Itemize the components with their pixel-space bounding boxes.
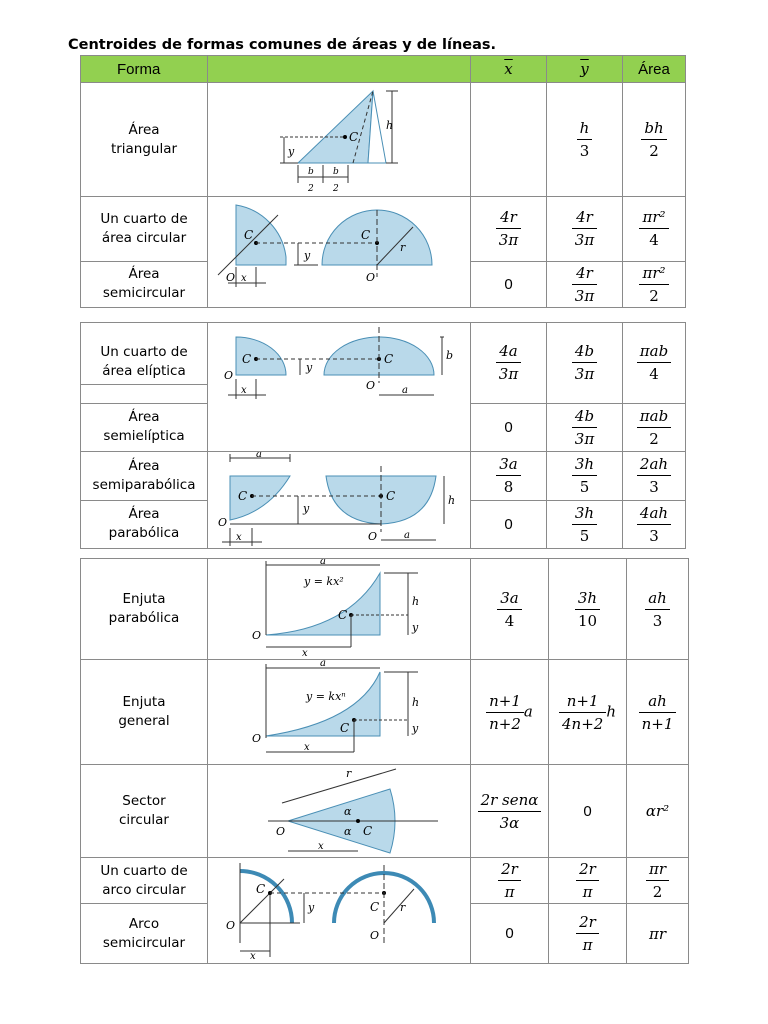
table-row — [81, 765, 689, 858]
svg-text:C: C — [238, 489, 248, 503]
cell-x-triangular — [471, 83, 547, 197]
row-name-triangular: Área triangular — [81, 83, 208, 197]
cell-y-parab: $\frac{3h}{5}$ — [547, 500, 623, 549]
svg-text:O: O — [252, 629, 262, 642]
svg-text:y: y — [308, 900, 315, 914]
svg-text:y: y — [412, 722, 419, 735]
cell-x-sector: $\frac{\text{2r senα}}{3\alpha}$ — [471, 765, 549, 858]
row-name-cuarto-circ: Un cuarto de área circular — [81, 197, 208, 262]
cell-y-triangular: $\frac{h}{3}$ — [547, 83, 623, 197]
cell-y-semipara: $\frac{3h}{5}$ — [547, 452, 623, 501]
cell-y-semicirc: $\frac{4r}{3\pi}$ — [547, 261, 623, 307]
table-row — [81, 660, 689, 765]
svg-text:O: O — [224, 369, 234, 382]
svg-text:y: y — [303, 502, 310, 515]
cell-x-enjuta-gen: $\frac{n+1}{n+2}$ a — [471, 660, 549, 765]
svg-text:a: a — [402, 385, 408, 396]
figure-parabola — [208, 452, 471, 549]
figure-spandrel-parabolic — [208, 559, 471, 660]
figure-triangle — [208, 83, 471, 197]
table-row — [81, 83, 686, 197]
row-name-parab: Área parabólica — [81, 500, 208, 549]
header-y: $\overline{y}$ — [547, 56, 623, 83]
svg-text:C: C — [384, 352, 394, 366]
cell-x-cuarto-circ: $\frac{4r}{3\pi}$ — [471, 197, 547, 262]
row-name-sector: Sector circular — [81, 765, 208, 858]
centroid-table-3 — [80, 558, 689, 964]
svg-text:C: C — [349, 130, 359, 144]
cell-area-semi-arco: πr — [627, 904, 689, 964]
svg-text:C: C — [386, 489, 396, 503]
svg-text:a: a — [404, 530, 410, 541]
row-name-elipticas: Un cuarto de área elíptica — [81, 323, 208, 404]
cell-y-semi-arco: $\frac{2r}{\pi}$ — [549, 904, 627, 964]
header-forma: Forma — [81, 56, 208, 83]
cell-y-sector: 0 — [549, 765, 627, 858]
svg-text:O: O — [368, 530, 378, 543]
cell-y-cuarto-elip: $\frac{4b}{3\pi}$ — [547, 323, 623, 404]
svg-text:x: x — [236, 532, 242, 543]
figure-circle — [208, 197, 471, 308]
svg-text:O: O — [226, 271, 236, 284]
cell-area-parab: $\frac{4ah}{3}$ — [623, 500, 686, 549]
cell-y-semielip: $\frac{4b}{3\pi}$ — [547, 403, 623, 451]
svg-text:x: x — [304, 742, 310, 753]
table-row — [81, 858, 689, 904]
svg-text:h: h — [448, 494, 456, 507]
svg-text:x: x — [241, 385, 247, 396]
row-name-semipara: Área semiparabólica — [81, 452, 208, 501]
svg-text:r: r — [400, 241, 406, 254]
svg-text:O: O — [366, 379, 376, 392]
cell-area-cuarto-arco: $\frac{\pi r}{2}$ — [627, 858, 689, 904]
header-x: $\overline{x}$ — [471, 56, 547, 83]
row-name-semi-arco: Arco semicircular — [81, 904, 208, 964]
svg-text:a: a — [320, 559, 326, 567]
svg-text:O: O — [276, 825, 286, 838]
svg-text:x: x — [318, 841, 324, 852]
cell-y-enjuta-par: $\frac{3h}{10}$ — [549, 559, 627, 660]
svg-text:O: O — [366, 271, 376, 284]
svg-text:O: O — [370, 928, 380, 942]
cell-area-triangular: $\frac{bh}{2}$ — [623, 83, 686, 197]
row-name-semicirc: Área semicircular — [81, 261, 208, 307]
cell-area-cuarto-circ: $\frac{\text{πr²}}{4}$ — [623, 197, 686, 262]
table-row — [81, 323, 686, 404]
svg-text:O: O — [218, 516, 228, 529]
svg-text:h: h — [412, 595, 420, 608]
table-row — [81, 452, 686, 501]
svg-text:y = kx²: y = kx² — [304, 575, 344, 588]
row-name-semielip: Área semielíptica — [81, 403, 208, 451]
cell-area-semipara: $\frac{2ah}{3}$ — [623, 452, 686, 501]
cell-area-semicirc: $\frac{\text{πr²}}{2}$ — [623, 261, 686, 307]
figure-ellipse — [208, 323, 471, 452]
header-figure — [208, 56, 471, 83]
svg-text:C: C — [242, 352, 252, 366]
svg-text:C: C — [244, 228, 254, 242]
svg-text:b: b — [308, 167, 314, 177]
svg-text:α: α — [344, 805, 352, 818]
svg-text:a: a — [256, 452, 262, 460]
cell-area-enjuta-gen: $\frac{ah}{n+1}$ — [627, 660, 689, 765]
svg-text:C: C — [370, 899, 380, 914]
svg-text:x: x — [302, 648, 308, 659]
cell-x-semicirc: 0 — [471, 261, 547, 307]
svg-text:C: C — [363, 824, 373, 838]
figure-spandrel-general — [208, 660, 471, 765]
cell-x-semipara: $\frac{3a}{8}$ — [471, 452, 547, 501]
cell-x-cuarto-arco: $\frac{2r}{\pi}$ — [471, 858, 549, 904]
svg-text:y: y — [288, 145, 295, 158]
svg-text:y: y — [412, 621, 419, 634]
cell-x-semielip: 0 — [471, 403, 547, 451]
centroid-table-1 — [80, 55, 686, 308]
cell-y-enjuta-gen: $\frac{n+1}{4n+2}$ h — [549, 660, 627, 765]
table-row — [81, 559, 689, 660]
cell-y-cuarto-circ: $\frac{4r}{3\pi}$ — [547, 197, 623, 262]
cell-x-semi-arco: 0 — [471, 904, 549, 964]
cell-y-cuarto-arco: $\frac{2r}{\pi}$ — [549, 858, 627, 904]
svg-text:C: C — [338, 608, 348, 622]
cell-area-semielip: $\frac{\text{πab}}{2}$ — [623, 403, 686, 451]
svg-text:b: b — [446, 349, 454, 362]
svg-text:O: O — [252, 732, 262, 745]
cell-x-cuarto-elip: $\frac{4a}{3\pi}$ — [471, 323, 547, 404]
cell-area-cuarto-elip: $\frac{\text{πab}}{4}$ — [623, 323, 686, 404]
svg-text:x: x — [241, 273, 247, 284]
row-name-cuarto-arco: Un cuarto de arco circular — [81, 858, 208, 904]
svg-text:C: C — [361, 228, 371, 242]
table-header — [81, 56, 686, 83]
page-title: Centroides de formas comunes de áreas y de líneas. — [68, 37, 497, 53]
svg-text:O: O — [226, 918, 236, 932]
svg-text:y = kxⁿ: y = kxⁿ — [306, 690, 346, 703]
header-area: Área — [623, 56, 686, 83]
figure-arc — [208, 858, 471, 964]
svg-text:y: y — [304, 249, 311, 262]
svg-text:2: 2 — [308, 184, 314, 194]
svg-text:x: x — [250, 950, 256, 962]
row-name-enjuta-par: Enjuta parabólica — [81, 559, 208, 660]
triangle-shape — [298, 91, 373, 163]
cell-area-enjuta-par: $\frac{ah}{3}$ — [627, 559, 689, 660]
svg-text:y: y — [306, 361, 313, 374]
svg-text:r: r — [400, 900, 406, 914]
svg-text:r: r — [346, 767, 352, 780]
svg-text:b: b — [333, 167, 339, 177]
figure-sector — [208, 765, 471, 858]
centroid-table-2 — [80, 322, 686, 549]
cell-x-parab: 0 — [471, 500, 547, 549]
svg-text:2: 2 — [333, 184, 339, 194]
table-row — [81, 197, 686, 262]
cell-x-enjuta-par: $\frac{3a}{4}$ — [471, 559, 549, 660]
row-name-enjuta-gen: Enjuta general — [81, 660, 208, 765]
svg-text:C: C — [340, 721, 350, 735]
svg-text:a: a — [320, 660, 326, 669]
svg-text:C: C — [256, 881, 266, 896]
svg-text:h: h — [412, 696, 420, 709]
cell-area-sector: αr² — [627, 765, 689, 858]
svg-text:h: h — [386, 119, 394, 132]
svg-text:α: α — [344, 825, 352, 838]
